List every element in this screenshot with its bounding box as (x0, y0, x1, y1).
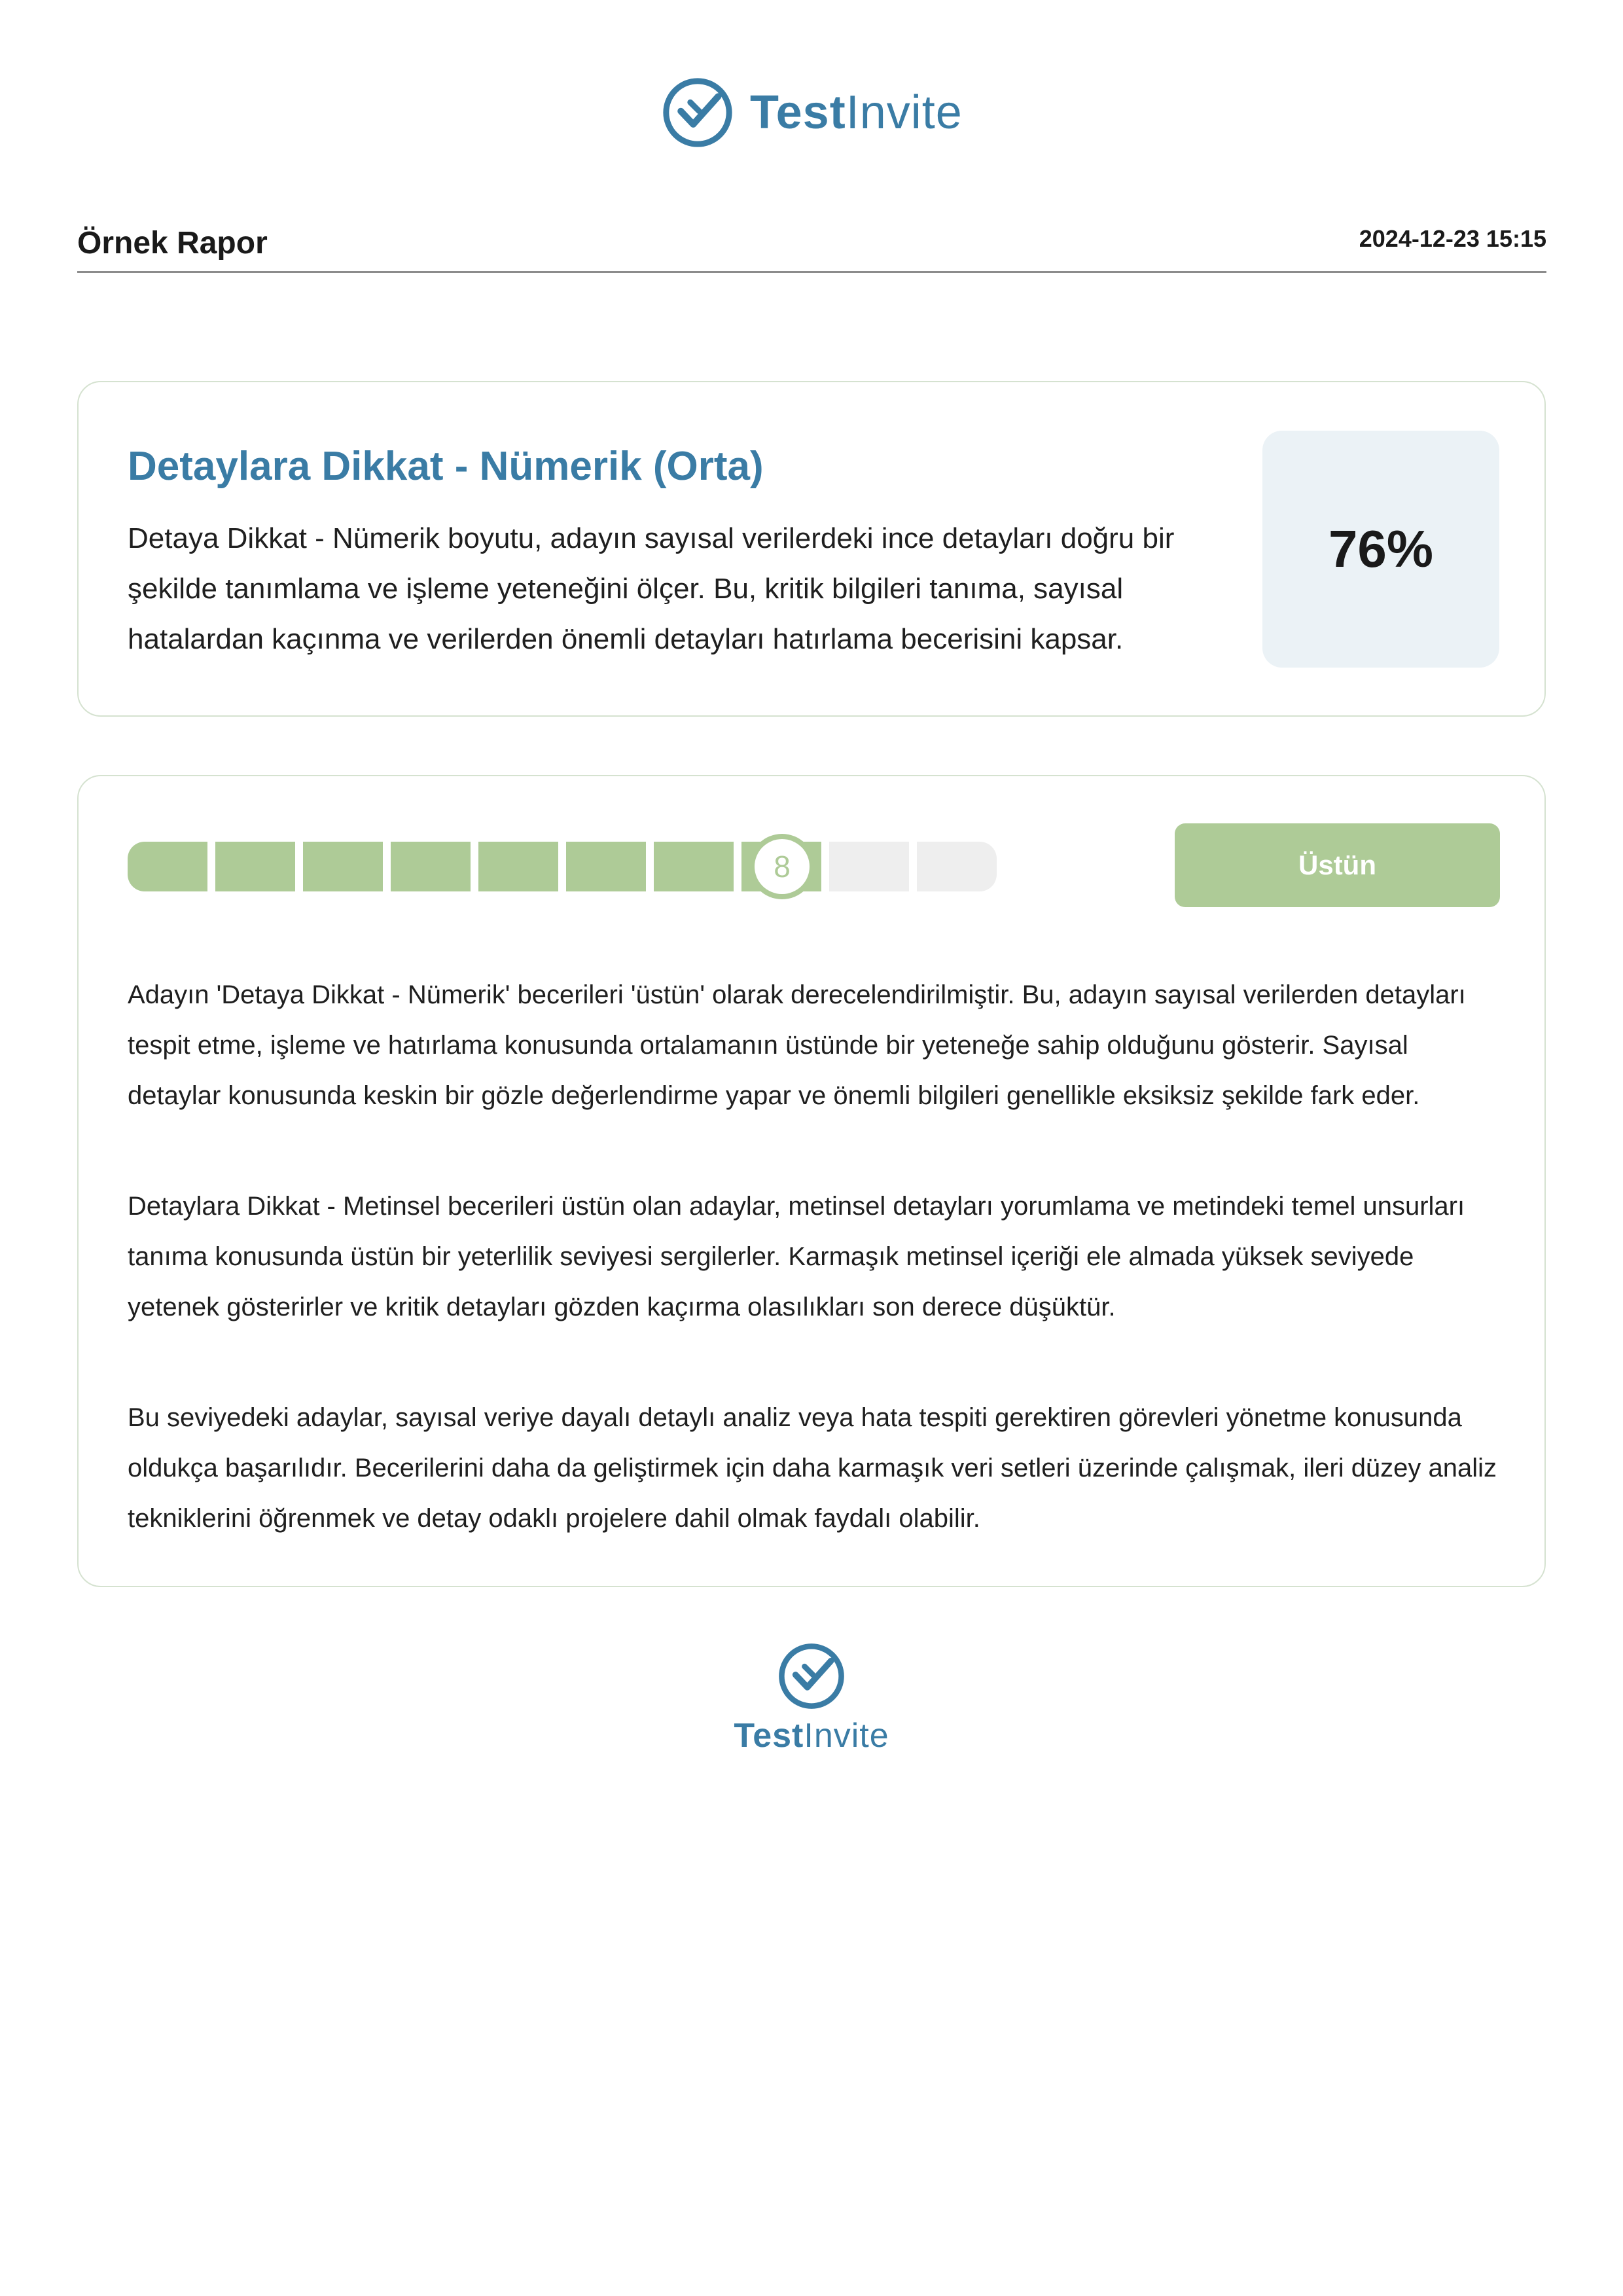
dimension-title: Detaylara Dikkat - Nümerik (Orta) (128, 444, 764, 489)
checkmark-badge-icon (777, 1641, 846, 1711)
brand-logo-top (661, 74, 963, 151)
level-marker (749, 834, 815, 899)
dimension-card (77, 381, 1546, 717)
brand-name-bold: Test (734, 1717, 804, 1755)
report-date: 2024-12-23 15:15 (1359, 225, 1546, 252)
level-segment (128, 842, 207, 891)
level-badge: Üstün (1175, 823, 1500, 907)
level-segment (478, 842, 558, 891)
interpretation-paragraph: Adayın 'Detaya Dikkat - Nümerik' becerileri 'üstün' olarak derecelendirilmiştir. Bu, adayın sayısal verilerden detayları tespit etme, işleme ve hatırlama konusunda ortalamanın üstünde bir yeteneğe sahip olduğunu gösterir. Sayısal detaylar konusunda keskin bir gözle değerlendirme yapar ve önemli bilgileri genellikle eksiksiz şekilde fark eder. (128, 980, 1466, 1110)
dimension-description: Detaya Dikkat - Nümerik boyutu, adayın sayısal verilerdeki ince detayları doğru bir şekilde tanımlama ve işleme yeteneğini ölçer. Bu, kritik bilgileri tanıma, sayısal hatalardan kaçınma ve verilerden önemli detayları hatırlama becerisini kapsar. (128, 522, 1175, 655)
score-value: 76% (1328, 520, 1434, 578)
level-card (77, 775, 1546, 1587)
level-segment (654, 842, 734, 891)
level-segment (215, 842, 295, 891)
level-segment-empty (829, 842, 909, 891)
brand-name-regular: Invite (804, 1717, 889, 1755)
level-bar (128, 842, 998, 891)
score-box (1262, 431, 1499, 668)
brand-name-regular: Invite (846, 86, 963, 139)
brand-wordmark (750, 86, 963, 139)
checkmark-badge-icon (661, 76, 734, 149)
level-segment (303, 842, 383, 891)
brand-name-bold: Test (750, 86, 846, 139)
report-title: Örnek Rapor (77, 226, 268, 260)
level-marker-value: 8 (755, 839, 810, 894)
report-header (77, 216, 1546, 273)
interpretation-paragraph: Detaylara Dikkat - Metinsel becerileri üstün olan adaylar, metinsel detayları yorumlama ve metindeki temel unsurları tanıma konusunda üstün bir yeterlilik seviyesi sergilerler. Karmaşık metinsel içeriği ele almada yüksek seviyede yetenek gösterirler ve kritik detayları gözden kaçırma olasılıkları son derece düşüktür. (128, 1192, 1465, 1321)
level-segment-empty (917, 842, 997, 891)
interpretation-paragraph: Bu seviyedeki adaylar, sayısal veriye dayalı detaylı analiz veya hata tespiti gerektiren görevleri yönetme konusunda oldukça başarılıdır. Becerilerini daha da geliştirmek için daha karmaşık veri setleri üzerinde çalışmak, ileri düzey analiz tekniklerini öğrenmek ve detay odaklı projelere dahil olmak faydalı olabilir. (128, 1403, 1497, 1533)
brand-logo-bottom (681, 1641, 942, 1755)
level-segment (391, 842, 471, 891)
level-segment (566, 842, 646, 891)
brand-wordmark (681, 1716, 942, 1755)
